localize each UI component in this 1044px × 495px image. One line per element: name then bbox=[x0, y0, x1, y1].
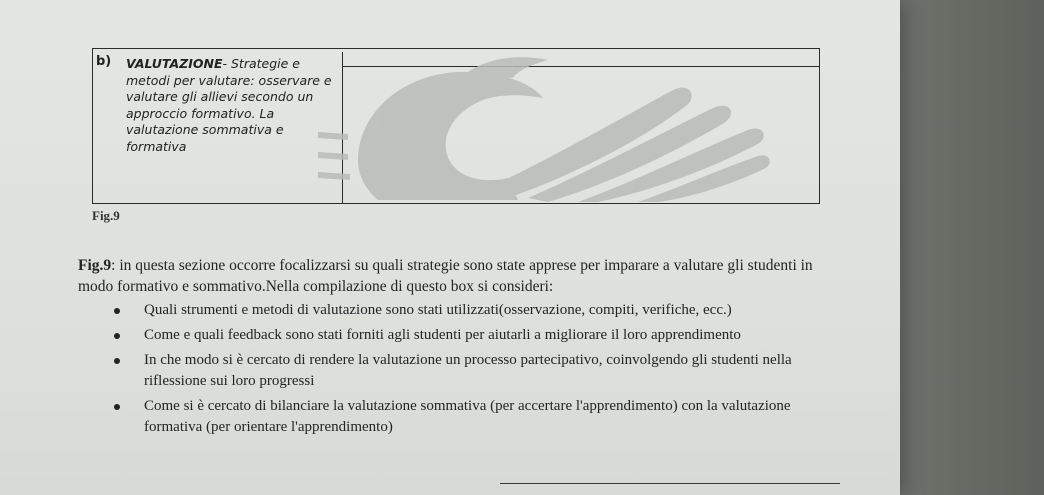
bullet-icon bbox=[114, 333, 120, 339]
bullet-text: Come e quali feedback sono stati forniti agli studenti per aiutarli a migliorare il loro apprendimento bbox=[144, 327, 741, 343]
box-item-label: b) bbox=[96, 54, 112, 69]
bullet-icon bbox=[114, 404, 120, 410]
pegasus-watermark-icon bbox=[318, 50, 818, 202]
paragraph-figure-reference: Fig.9 bbox=[78, 257, 112, 274]
guidance-bullet-list bbox=[100, 300, 830, 438]
list-item bbox=[100, 300, 830, 321]
bullet-text: Quali strumenti e metodi di valutazione sono stati utilizzati(osservazione, compiti, verifiche, ecc.) bbox=[144, 302, 732, 318]
list-item bbox=[100, 350, 830, 392]
box-heading-text: - Strategie e metodi per valutare: osservare e valutare gli allievi secondo un approccio formativo. La valutazione sommativa e formativa bbox=[126, 56, 332, 154]
bullet-icon bbox=[114, 358, 120, 364]
bottom-rule bbox=[500, 483, 840, 484]
instruction-paragraph bbox=[78, 255, 826, 297]
bullet-text: In che modo si è cercato di rendere la valutazione un processo partecipativo, coinvolgendo gli studenti nella riflessione sui loro progressi bbox=[144, 352, 792, 389]
figure-caption: Fig.9 bbox=[92, 208, 120, 223]
box-heading bbox=[126, 56, 336, 155]
bullet-icon bbox=[114, 308, 120, 314]
box-heading-title: VALUTAZIONE bbox=[126, 56, 223, 71]
list-item bbox=[100, 325, 830, 346]
list-item bbox=[100, 396, 830, 438]
paragraph-text: : in questa sezione occorre focalizzarsi su quali strategie sono state apprese per imparare a valutare gli studenti in modo formativo e sommativo.Nella compilazione di questo box si consideri: bbox=[78, 257, 813, 295]
bullet-text: Come si è cercato di bilanciare la valutazione sommativa (per accertare l'apprendimento) con la valutazione formativa (per orientare l'apprendimento) bbox=[144, 398, 791, 435]
